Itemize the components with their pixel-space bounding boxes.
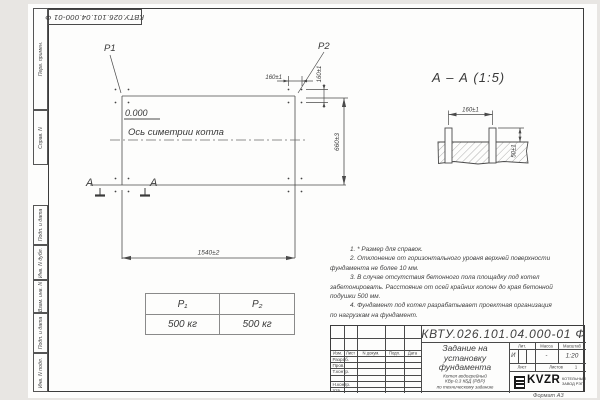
load-point-p1-label: P1 <box>104 43 116 54</box>
dim-height-label: 660±3 <box>334 132 341 152</box>
scale-value: 1:20 <box>565 352 579 360</box>
dim-arrow <box>323 85 326 90</box>
note-line: 3. В случае отсутствия бетонного пола площадку под котел <box>350 274 540 282</box>
section-mark-left-label: А <box>86 177 94 189</box>
row-razrab: Разраб. <box>332 356 350 362</box>
note-line: 1. * Размер для справок. <box>350 246 423 253</box>
load-table-header-p1: P₁ <box>145 293 220 315</box>
kvzr-logo-subtext: КОТЕЛЬНЫЙ ЗАВОД РЭП <box>562 377 586 386</box>
mass-value: - <box>545 353 548 359</box>
plan-view <box>80 30 360 270</box>
technical-notes <box>330 245 584 320</box>
format-label: Формат А3 <box>533 393 564 399</box>
load-table-header-p2: P₂ <box>219 293 295 315</box>
frame-column-inv-dubl: Инв. N дубл. <box>33 245 48 280</box>
lit-label: Лит. <box>518 343 526 348</box>
foundation-outline <box>90 96 346 259</box>
anchor-bolt-positions <box>115 89 303 193</box>
frame-column-perv-primen: Перв. примен. <box>33 8 48 110</box>
note-line: подушки 500 мм. <box>330 293 381 301</box>
note-line: фундамента не более 10 мм. <box>330 264 419 272</box>
col-list: Лист <box>345 350 356 356</box>
load-table <box>145 293 295 335</box>
mass-label: Масса <box>540 343 553 348</box>
dim-arrow <box>323 103 326 108</box>
sheets-label: Листов <box>549 364 563 370</box>
dim-corner-v-label: 160±1 <box>317 65 323 83</box>
rotated-doc-number-box <box>45 9 145 25</box>
frame-column-podp-data-2: Подп. и дата <box>33 313 48 353</box>
lit-value: И <box>511 353 516 359</box>
col-podp: Подп. <box>388 350 401 356</box>
anchor-bolt-right <box>489 128 496 163</box>
kvzr-logo-text: KVZR <box>527 374 561 386</box>
section-dim-protrusion-label: 50±1 <box>511 144 518 158</box>
doc-title-line-1: Задание на <box>442 343 488 353</box>
col-ndokum: N докум. <box>362 350 380 356</box>
row-tkontr: Т.контр. <box>332 368 350 374</box>
title-block <box>330 325 585 392</box>
sheet-label: Лист <box>517 364 527 370</box>
load-table-value-p2: 500 кг <box>219 314 295 335</box>
col-izm: Изм. <box>333 350 342 356</box>
sheets-value: 1 <box>574 364 578 370</box>
section-title: А – А (1:5) <box>432 70 506 85</box>
doc-title-line-3: фундамента <box>438 362 492 372</box>
section-cut-strokes <box>95 188 150 196</box>
row-nkontr: Н.контр. <box>332 381 351 387</box>
frame-column-podp-data-1: Подп. и дата <box>33 205 48 245</box>
frame-column-vzam-inv: Взам. инв. N <box>33 280 48 313</box>
dim-width-label: 1540±2 <box>197 249 220 257</box>
dim-arrow <box>284 80 289 83</box>
load-point-leaders <box>110 52 324 93</box>
title-block-doc-number: КВТУ.026.101.04.000-01 Ф <box>421 327 586 341</box>
kvzr-logo-icon <box>514 376 525 389</box>
anchor-bolt-left <box>445 128 452 163</box>
doc-subtitle-line-1: Котел водогрейный <box>443 373 487 378</box>
section-view <box>420 98 535 173</box>
section-dim-ext-lines <box>449 111 525 129</box>
dim-corner-v-lines <box>306 84 328 108</box>
frame-column-sprav-n: Справ. N <box>33 110 48 165</box>
row-utv: Утв. <box>332 387 342 393</box>
doc-title-line-2: установку <box>443 352 487 363</box>
col-data: Дата <box>407 350 418 356</box>
dim-arrow <box>302 80 307 83</box>
doc-subtitle-line-2: КВр-0,3 КБД (РВР) <box>445 378 485 384</box>
scale-label: Масштаб <box>563 343 581 348</box>
section-dim-spacing-label: 160±1 <box>462 107 479 114</box>
elevation-mark: 0.000 <box>125 108 148 118</box>
section-mark-right-label: А <box>150 177 158 189</box>
row-prov: Пров. <box>332 362 345 368</box>
dim-corner-h-label: 160±1 <box>265 75 282 81</box>
note-line: по нагрузкам на фундамент. <box>330 311 418 319</box>
drawing-sheet <box>28 4 597 398</box>
note-line: 4. Фундамент под котел разрабатывает проектная организация <box>350 302 552 310</box>
axis-label: Ось симетрии котла <box>128 127 224 138</box>
note-line: 2. Отклонение от горизонтального уровня верхней поверхности <box>350 255 551 263</box>
rotated-doc-number: КВТУ.026.101.04.000-01 Ф <box>45 12 145 22</box>
doc-subtitle-line-3: по техническому заданию <box>436 384 494 390</box>
note-line: забетонировать. Расстояние от осей крайних колонн до края бетонной <box>330 283 553 291</box>
frame-column-inv-podl: Инв. N подл. <box>33 353 48 392</box>
load-point-p2-label: P2 <box>318 41 330 52</box>
load-table-value-p1: 500 кг <box>145 314 220 335</box>
